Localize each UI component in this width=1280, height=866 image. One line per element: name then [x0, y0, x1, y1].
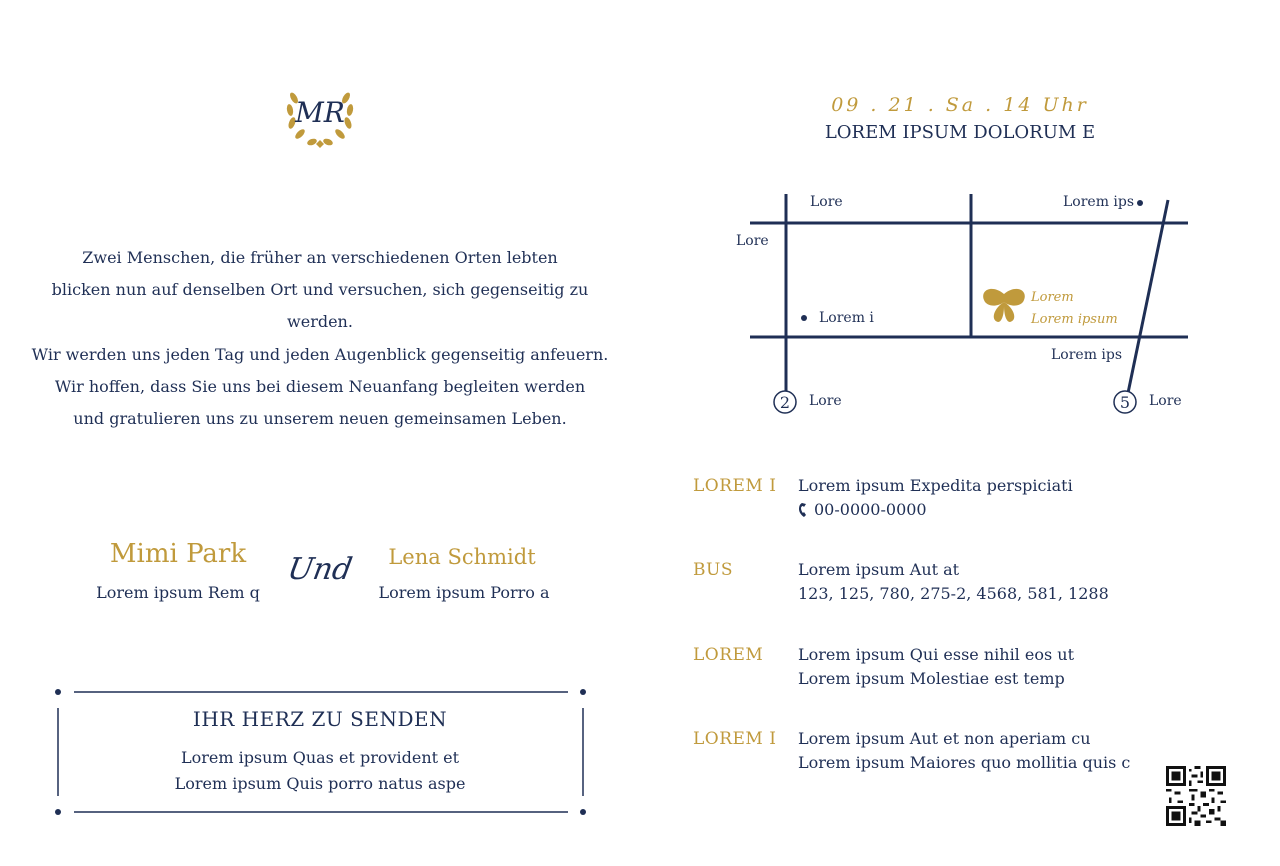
direction-label: LOREM I — [693, 729, 777, 749]
map-label: Lorem ips — [1051, 347, 1123, 363]
map-label: Lore — [810, 194, 843, 210]
map-venue-label: Lorem ipsum — [1031, 312, 1118, 327]
monogram — [280, 78, 360, 150]
direction-line: 123, 125, 780, 275-2, 4568, 581, 1288 — [798, 584, 1109, 603]
story-line: Zwei Menschen, die früher an verschiedenen Orten lebten — [82, 248, 558, 267]
direction-line: Lorem ipsum Aut at — [798, 560, 960, 579]
direction-label: BUS — [693, 560, 733, 580]
gift-title: IHR HERZ ZU SENDEN — [192, 707, 448, 731]
person2-name: Lena Schmidt — [388, 545, 536, 569]
map-label: Lorem ips — [1063, 194, 1135, 210]
venue-name: LOREM IPSUM DOLORUM E — [824, 122, 1096, 143]
connector-und: Und — [284, 552, 355, 587]
map-venue-label: Lorem — [1031, 290, 1074, 305]
qr-code[interactable] — [1166, 766, 1226, 826]
story-paragraph-2 — [20, 339, 620, 435]
gift-line-2: Lorem ipsum Quis porro natus aspe — [174, 774, 466, 793]
svg-text:5: 5 — [1119, 393, 1131, 412]
event-date: 09 . 21 . Sa . 14 Uhr — [831, 94, 1089, 116]
map-label: Lore — [736, 233, 769, 249]
location-map — [730, 188, 1210, 418]
butterfly-icon — [983, 289, 1025, 322]
gift-line-1: Lorem ipsum Quas et provident et — [180, 748, 460, 767]
route-badge — [1114, 391, 1136, 413]
direction-detail — [798, 558, 1109, 606]
direction-line: Lorem ipsum Maiores quo mollitia quis c — [798, 753, 1131, 772]
map-label: Lorem i — [819, 310, 874, 326]
phone-number-link[interactable]: 00-0000-0000 — [814, 500, 927, 519]
map-marker — [801, 315, 807, 321]
story-line: Wir werden uns jeden Tag und jeden Augenblick gegenseitig anfeuern. — [31, 345, 609, 364]
person1-name: Mimi Park — [109, 539, 247, 569]
story-paragraph-1 — [20, 242, 620, 338]
direction-label: LOREM I — [693, 476, 777, 496]
phone-icon — [798, 502, 810, 518]
map-label: Lore — [1149, 393, 1182, 409]
laurel-wreath-icon — [280, 78, 360, 150]
story-line: blicken nun auf denselben Ort und versuchen, sich gegenseitig zu werden. — [51, 280, 589, 331]
direction-line: Lorem ipsum Molestiae est temp — [798, 669, 1065, 688]
direction-detail — [798, 643, 1074, 691]
route-badge — [774, 391, 796, 413]
svg-text:2: 2 — [779, 393, 791, 412]
person1-subtitle: Lorem ipsum Rem q — [96, 583, 260, 602]
phone-line — [798, 498, 1073, 522]
direction-detail — [798, 474, 1073, 522]
story-line: Wir hoffen, dass Sie uns bei diesem Neuanfang begleiten werden — [54, 377, 586, 396]
direction-line: Lorem ipsum Qui esse nihil eos ut — [798, 645, 1075, 664]
map-label: Lore — [809, 393, 842, 409]
direction-line: Lorem ipsum Aut et non aperiam cu — [798, 729, 1091, 748]
svg-text:MR: MR — [295, 96, 345, 129]
direction-label: LOREM — [693, 645, 764, 665]
map-marker — [1137, 200, 1143, 206]
story-line: und gratulieren uns zu unserem neuen gemeinsamen Leben. — [73, 409, 567, 428]
direction-line: Lorem ipsum Expedita perspiciati — [798, 476, 1073, 495]
direction-detail — [798, 727, 1130, 775]
person2-subtitle: Lorem ipsum Porro a — [378, 583, 550, 602]
